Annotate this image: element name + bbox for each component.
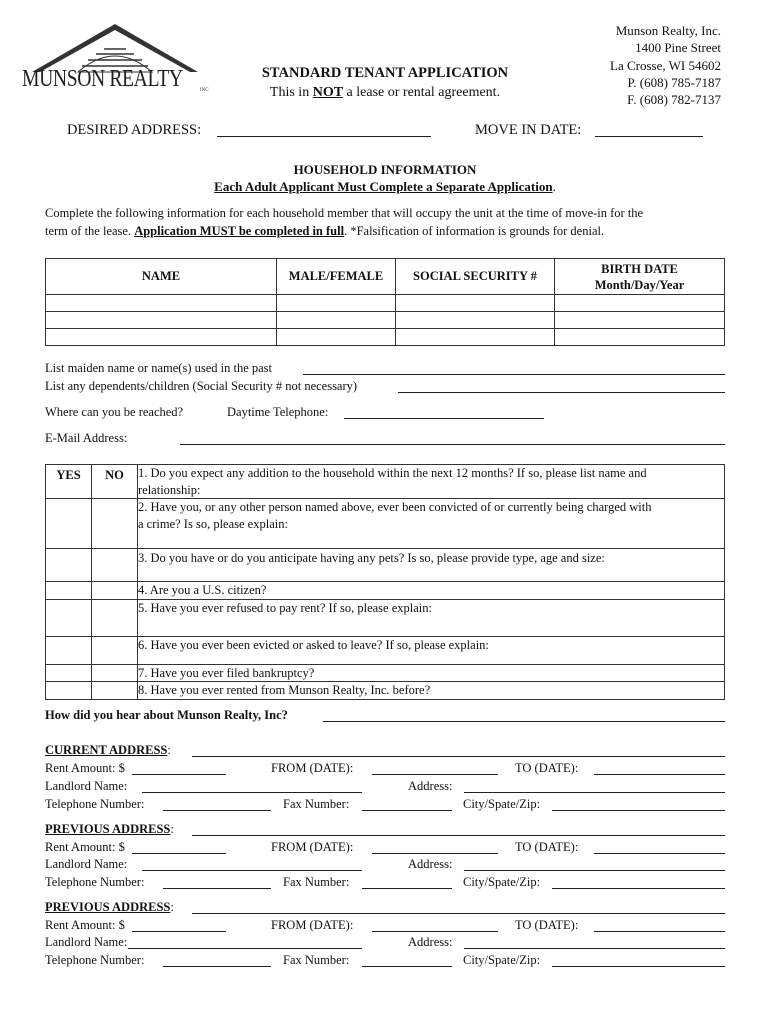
telephone-label: Telephone Number: — [45, 953, 145, 967]
no-checkbox[interactable] — [92, 636, 138, 664]
yes-checkbox[interactable] — [46, 599, 92, 636]
fax-label: Fax Number: — [283, 953, 350, 967]
city-state-zip-field[interactable] — [552, 888, 725, 889]
move-in-date-field[interactable] — [595, 136, 703, 137]
question-7: 7. Have you ever filed bankruptcy? — [138, 664, 725, 682]
landlord-address-label: Address: — [408, 935, 453, 949]
company-logo — [20, 22, 210, 102]
landlord-name-field[interactable] — [142, 792, 362, 793]
col-birth-header: BIRTH DATE Month/Day/Year — [555, 259, 725, 295]
form-subtitle: This in NOT a lease or rental agreement. — [269, 85, 501, 100]
landlord-name-label: Landlord Name: — [45, 779, 128, 793]
question-4: 4. Are you a U.S. citizen? — [138, 582, 725, 600]
rent-amount-label: Rent Amount: $ — [45, 918, 125, 932]
no-checkbox[interactable] — [92, 549, 138, 582]
move-in-label: MOVE IN DATE: — [475, 122, 582, 138]
rent-amount-field[interactable] — [132, 853, 226, 854]
email-field[interactable] — [180, 444, 725, 445]
gender-cell[interactable] — [277, 329, 396, 346]
dependents-label: List any dependents/children (Social Security # not necessary) — [45, 379, 358, 393]
rent-amount-label: Rent Amount: $ — [45, 761, 125, 775]
fax-field[interactable] — [362, 888, 452, 889]
landlord-address-field[interactable] — [464, 870, 725, 871]
col-gender-header: MALE/FEMALE — [277, 259, 396, 295]
address-field[interactable] — [192, 913, 725, 914]
birth-cell[interactable] — [555, 312, 725, 329]
telephone-label: Telephone Number: — [45, 875, 145, 889]
rent-amount-field[interactable] — [132, 931, 226, 932]
from-date-field[interactable] — [372, 853, 498, 854]
no-checkbox[interactable] — [92, 682, 138, 700]
company-street: 1400 Pine Street — [635, 40, 721, 56]
fax-field[interactable] — [362, 810, 452, 811]
birth-cell[interactable] — [555, 329, 725, 346]
from-date-label: FROM (DATE): — [271, 840, 354, 854]
company-phone: P. (608) 785-7187 — [627, 74, 721, 90]
question-2: 2. Have you, or any other person named above, ever been convicted of or currently being charged with a crime? Is so, please explain: — [138, 499, 725, 549]
landlord-address-field[interactable] — [464, 792, 725, 793]
to-date-label: TO (DATE): — [515, 761, 579, 775]
yes-checkbox[interactable] — [46, 582, 92, 600]
col-ssn-header: SOCIAL SECURITY # — [396, 259, 555, 295]
rent-amount-field[interactable] — [132, 774, 226, 775]
name-cell[interactable] — [46, 329, 277, 346]
city-state-zip-field[interactable] — [552, 966, 725, 967]
desired-address-field[interactable] — [217, 136, 431, 137]
city-state-zip-label: City/Spate/Zip: — [463, 953, 541, 967]
to-date-label: TO (DATE): — [515, 918, 579, 932]
landlord-address-label: Address: — [408, 857, 453, 871]
address-field[interactable] — [192, 835, 725, 836]
question-6: 6. Have you ever been evicted or asked to leave? If so, please explain: — [138, 636, 725, 664]
city-state-zip-field[interactable] — [552, 810, 725, 811]
fax-label: Fax Number: — [283, 875, 350, 889]
company-name: Munson Realty, Inc. — [615, 23, 721, 38]
daytime-phone-label: Daytime Telephone: — [227, 405, 329, 419]
household-table — [45, 258, 725, 346]
question-5: 5. Have you ever refused to pay rent? If so, please explain: — [138, 599, 725, 636]
gender-cell[interactable] — [277, 312, 396, 329]
yes-checkbox[interactable] — [46, 664, 92, 682]
email-label: E-Mail Address: — [45, 431, 128, 445]
landlord-address-label: Address: — [408, 779, 453, 793]
maiden-name-label: List maiden name or name(s) used in the past — [45, 361, 273, 375]
table-row — [46, 329, 725, 346]
landlord-name-label: Landlord Name: — [45, 935, 128, 949]
question-1: 1. Do you expect any addition to the household within the next 12 months? If so, please list name and relationship: — [138, 465, 725, 499]
to-date-field[interactable] — [594, 853, 725, 854]
company-contact — [610, 22, 721, 108]
fax-field[interactable] — [362, 966, 452, 967]
no-checkbox[interactable] — [92, 599, 138, 636]
to-date-field[interactable] — [594, 931, 725, 932]
yes-checkbox[interactable] — [46, 499, 92, 549]
col-name-header: NAME — [46, 259, 277, 295]
ssn-cell[interactable] — [396, 329, 555, 346]
city-state-zip-label: City/Spate/Zip: — [463, 875, 541, 889]
telephone-field[interactable] — [163, 810, 271, 811]
landlord-name-field[interactable] — [142, 870, 362, 871]
desired-address-label: DESIRED ADDRESS: — [67, 122, 202, 138]
ssn-cell[interactable] — [396, 295, 555, 312]
telephone-field[interactable] — [163, 966, 271, 967]
no-checkbox[interactable] — [92, 664, 138, 682]
yes-header: YES — [46, 465, 92, 499]
question-3: 3. Do you have or do you anticipate having any pets? Is so, please provide type, age and size: — [138, 549, 725, 582]
yes-checkbox[interactable] — [46, 636, 92, 664]
landlord-address-field[interactable] — [464, 948, 725, 949]
table-row — [46, 312, 725, 329]
fax-label: Fax Number: — [283, 797, 350, 811]
dependents-field[interactable] — [398, 392, 725, 393]
household-subtitle: Each Adult Applicant Must Complete a Separate Application. — [214, 179, 556, 194]
name-cell[interactable] — [46, 295, 277, 312]
birth-cell[interactable] — [555, 295, 725, 312]
address-title: PREVIOUS ADDRESS: — [45, 822, 174, 836]
ssn-cell[interactable] — [396, 312, 555, 329]
address-field[interactable] — [192, 756, 725, 757]
reach-label: Where can you be reached? — [45, 405, 184, 419]
address-title: PREVIOUS ADDRESS: — [45, 900, 174, 914]
question-8: 8. Have you ever rented from Munson Realty, Inc. before? — [138, 682, 725, 700]
company-fax: F. (608) 782-7137 — [627, 92, 721, 108]
name-cell[interactable] — [46, 312, 277, 329]
household-title: HOUSEHOLD INFORMATION — [293, 162, 477, 177]
daytime-phone-field[interactable] — [344, 418, 544, 419]
household-instructions: Complete the following information for each household member that will occupy the unit at the time of move-in for the term of the lease. Application MUST be completed in full. *Falsification of information is grounds for denial. — [45, 206, 644, 238]
hear-about-field[interactable] — [323, 721, 725, 722]
form-title: STANDARD TENANT APPLICATION — [261, 65, 509, 81]
no-header: NO — [92, 465, 138, 499]
landlord-name-label: Landlord Name: — [45, 857, 128, 871]
table-row — [46, 295, 725, 312]
telephone-label: Telephone Number: — [45, 797, 145, 811]
yes-checkbox[interactable] — [46, 549, 92, 582]
from-date-field[interactable] — [372, 931, 498, 932]
address-title: CURRENT ADDRESS: — [45, 743, 171, 757]
city-state-zip-label: City/Spate/Zip: — [463, 797, 541, 811]
from-date-label: FROM (DATE): — [271, 761, 354, 775]
maiden-name-field[interactable] — [303, 374, 725, 375]
logo-text: MUNSON REALTY — [22, 66, 183, 92]
household-header-row — [46, 259, 725, 295]
telephone-field[interactable] — [163, 888, 271, 889]
gender-cell[interactable] — [277, 295, 396, 312]
rent-amount-label: Rent Amount: $ — [45, 840, 125, 854]
landlord-name-field[interactable] — [128, 948, 362, 949]
company-city: La Crosse, WI 54602 — [610, 57, 721, 73]
logo-inc: INC — [200, 88, 209, 93]
to-date-label: TO (DATE): — [515, 840, 579, 854]
from-date-field[interactable] — [372, 774, 498, 775]
no-checkbox[interactable] — [92, 499, 138, 549]
to-date-field[interactable] — [594, 774, 725, 775]
no-checkbox[interactable] — [92, 582, 138, 600]
questions-table — [45, 464, 725, 700]
yes-checkbox[interactable] — [46, 682, 92, 700]
from-date-label: FROM (DATE): — [271, 918, 354, 932]
hear-about-label: How did you hear about Munson Realty, Inc? — [45, 708, 288, 722]
